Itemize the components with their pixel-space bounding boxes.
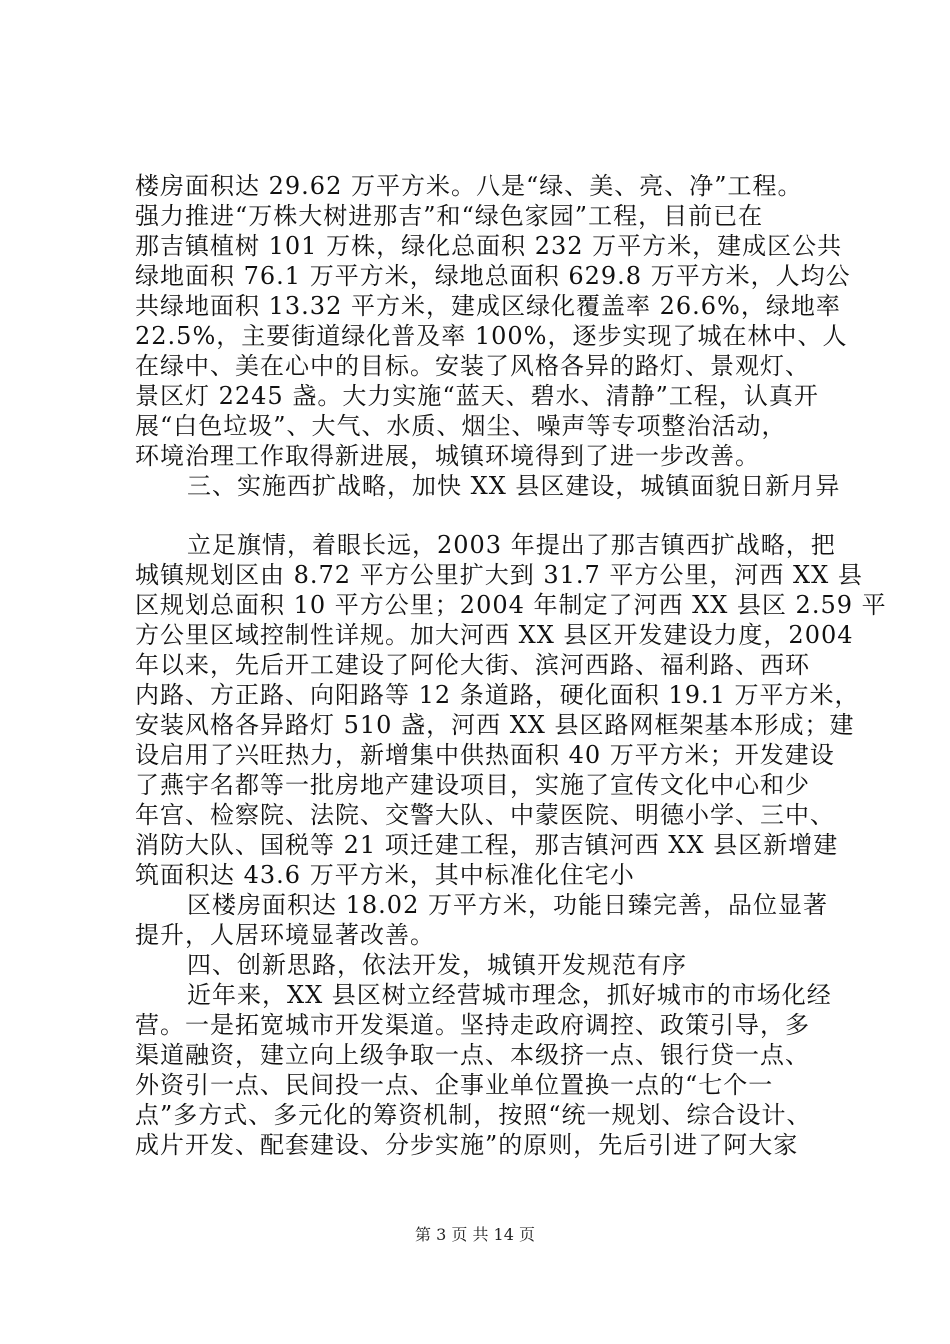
section-heading: 三、实施西扩战略，加快 XX 县区建设，城镇面貌日新月异	[187, 472, 841, 500]
text-line: 年以来，先后开工建设了阿伦大街、滨河西路、福利路、西环	[135, 651, 810, 679]
text-line: 景区灯 2245 盏。大力实施“蓝天、碧水、清静”工程，认真开	[135, 382, 819, 410]
text-line: 区规划总面积 10 平方公里；2004 年制定了河西 XX 县区 2.59 平	[135, 591, 887, 619]
text-line: 方公里区域控制性详规。加大河西 XX 县区开发建设力度，2004	[135, 621, 854, 649]
text-line: 设启用了兴旺热力，新增集中供热面积 40 万平方米；开发建设	[135, 741, 835, 769]
text-line: 楼房面积达 29.62 万平方米。八是“绿、美、亮、净”工程。	[135, 172, 803, 200]
text-line: 消防大队、国税等 21 项迁建工程，那吉镇河西 XX 县区新增建	[135, 831, 839, 859]
text-line: 区楼房面积达 18.02 万平方米，功能日臻完善，品位显著	[187, 891, 828, 919]
text-line: 22.5%，主要街道绿化普及率 100%，逐步实现了城在林中、人	[135, 322, 848, 350]
page-number-footer: 第 3 页 共 14 页	[415, 1225, 535, 1244]
text-line: 环境治理工作取得新进展，城镇环境得到了进一步改善。	[135, 442, 760, 470]
text-line: 外资引一点、民间投一点、企事业单位置换一点的“七个一	[135, 1071, 774, 1099]
section-heading: 四、创新思路，依法开发，城镇开发规范有序	[187, 951, 687, 979]
text-line: 共绿地面积 13.32 平方米，建成区绿化覆盖率 26.6%，绿地率	[135, 292, 841, 320]
text-line: 立足旗情，着眼长远，2003 年提出了那吉镇西扩战略，把	[187, 531, 836, 559]
text-line: 点”多方式、多元化的筹资机制，按照“统一规划、综合设计、	[135, 1101, 812, 1129]
text-line: 提升，人居环境显著改善。	[135, 921, 435, 949]
text-line: 在绿中、美在心中的目标。安装了风格各异的路灯、景观灯、	[135, 352, 810, 380]
text-line: 展“白色垃圾”、大气、水质、烟尘、噪声等专项整治活动，	[135, 412, 787, 440]
text-line: 筑面积达 43.6 万平方米，其中标准化住宅小	[135, 861, 635, 889]
text-line: 营。一是拓宽城市开发渠道。坚持走政府调控、政策引导，多	[135, 1011, 810, 1039]
text-line: 渠道融资，建立向上级争取一点、本级挤一点、银行贷一点、	[135, 1041, 810, 1069]
text-line: 那吉镇植树 101 万株，绿化总面积 232 万平方米，建成区公共	[135, 232, 843, 260]
text-line: 城镇规划区由 8.72 平方公里扩大到 31.7 平方公里，河西 XX 县	[135, 561, 863, 589]
text-line: 绿地面积 76.1 万平方米，绿地总面积 629.8 万平方米，人均公	[135, 262, 851, 290]
text-line: 强力推进“万株大树进那吉”和“绿色家园”工程，目前已在	[135, 202, 764, 230]
text-line: 近年来，XX 县区树立经营城市理念，抓好城市的市场化经	[187, 981, 832, 1009]
text-line: 安装风格各异路灯 510 盏，河西 XX 县区路网框架基本形成；建	[135, 711, 855, 739]
text-line: 内路、方正路、向阳路等 12 条道路，硬化面积 19.1 万平方米，	[135, 681, 860, 709]
text-line: 了燕宇名都等一批房地产建设项目，实施了宣传文化中心和少	[135, 771, 810, 799]
text-line: 成片开发、配套建设、分步实施”的原则，先后引进了阿大家	[135, 1131, 799, 1159]
text-line: 年宫、检察院、法院、交警大队、中蒙医院、明德小学、三中、	[135, 801, 835, 829]
